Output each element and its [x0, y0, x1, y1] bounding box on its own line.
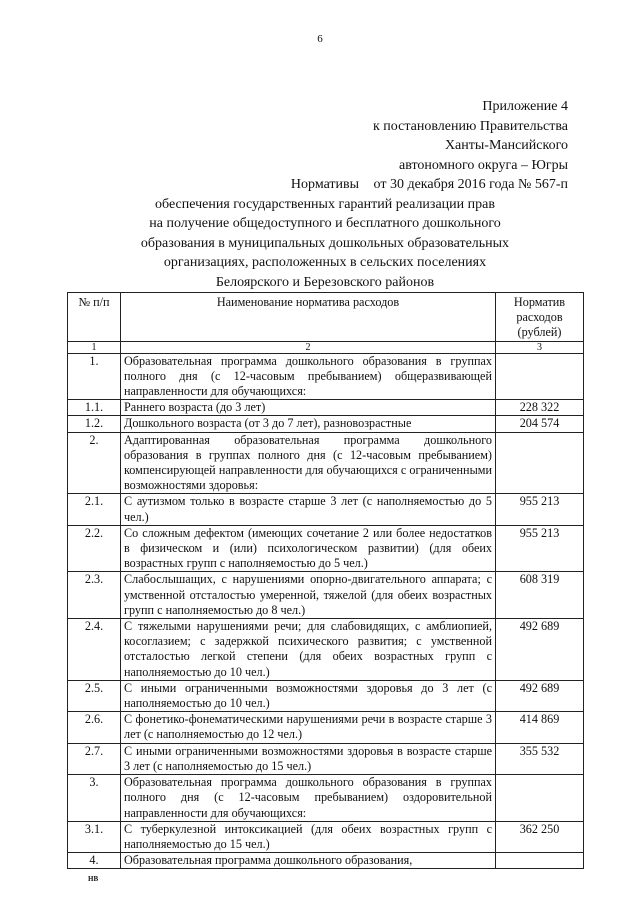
- appendix-line: автономного округа – Югры: [399, 157, 568, 173]
- row-name: С иными ограниченными возможностями здоровья в возрасте старше 3 лет (с наполняемостью до 15 чел.): [121, 743, 496, 774]
- table-header-row: [68, 293, 584, 342]
- row-value: 492 689: [496, 680, 584, 711]
- table-row: [68, 853, 584, 869]
- row-value: 955 213: [496, 494, 584, 525]
- row-number: 4.: [68, 853, 121, 869]
- row-name: Образовательная программа дошкольного образования в группах полного дня (с 12-часовым пребыванием) оздоровительной направленности для обучающихся:: [121, 775, 496, 822]
- row-number: 2.5.: [68, 680, 121, 711]
- table-row: [68, 572, 584, 619]
- row-name: Со сложным дефектом (имеющих сочетание 2 или более недостатков в физическом и (или) психологическом развитии) (для обеих возрастных групп с наполняемостью до 5 чел.): [121, 525, 496, 572]
- row-name: Раннего возраста (до 3 лет): [121, 400, 496, 416]
- row-value: 204 574: [496, 416, 584, 432]
- table-row: [68, 775, 584, 822]
- row-name: Слабослышащих, с нарушениями опорно-двигательного аппарата; с умственной отсталостью умеренной, тяжелой (для обеих возрастных групп с наполняемостью до 8 чел.): [121, 572, 496, 619]
- row-name: Образовательная программа дошкольного образования в группах полного дня (с 12-часовым пребыванием) общеразвивающей направленности для обучающихся:: [121, 353, 496, 400]
- document-title: [100, 175, 550, 292]
- header-value: Норматив расходов (рублей): [496, 293, 584, 342]
- footer-mark: НВ: [88, 875, 99, 883]
- table-row: [68, 432, 584, 494]
- row-name: Дошкольного возраста (от 3 до 7 лет), разновозрастные: [121, 416, 496, 432]
- table-row: [68, 494, 584, 525]
- row-name: С иными ограниченными возможностями здоровья до 3 лет (с наполняемостью до 10 чел.): [121, 680, 496, 711]
- column-number: 3: [496, 341, 584, 353]
- row-value: 608 319: [496, 572, 584, 619]
- column-number: 1: [68, 341, 121, 353]
- appendix-line: Ханты-Мансийского: [444, 138, 568, 153]
- row-name: Адаптированная образовательная программа дошкольного образования в группах полного дня (с 12-часовым пребыванием) компенсирующей направленности для обучающихся с ограниченными возможностями здоровья:: [121, 432, 496, 494]
- row-value: 492 689: [496, 619, 584, 681]
- norms-table: [67, 292, 584, 869]
- column-number: 2: [121, 341, 496, 353]
- row-value: 362 250: [496, 821, 584, 852]
- row-number: 3.: [68, 775, 121, 822]
- row-number: 2.6.: [68, 712, 121, 743]
- row-value: 955 213: [496, 525, 584, 572]
- appendix-line: к постановлению Правительства: [372, 118, 568, 134]
- table-row: [68, 353, 584, 400]
- row-number: 1.1.: [68, 400, 121, 416]
- title-line: организациях, расположенных в сельских поселениях: [163, 255, 487, 270]
- row-number: 1.: [68, 353, 121, 400]
- table-row: [68, 821, 584, 852]
- row-value: [496, 775, 584, 822]
- row-value: [496, 432, 584, 494]
- title-line: обеспечения государственных гарантий реализации прав: [155, 196, 495, 212]
- row-number: 2.2.: [68, 525, 121, 572]
- table-row: [68, 712, 584, 743]
- title-line: на получение общедоступного и бесплатного дошкольного: [149, 216, 501, 231]
- row-number: 1.2.: [68, 416, 121, 432]
- row-value: [496, 853, 584, 869]
- row-number: 2.4.: [68, 619, 121, 681]
- row-value: 414 869: [496, 712, 584, 743]
- title-line: Белоярского и Березовского районов: [215, 274, 435, 290]
- row-name: С туберкулезной интоксикацией (для обеих возрастных групп с наполняемостью до 15 чел.): [121, 821, 496, 852]
- table-row: [68, 400, 584, 416]
- appendix-line: Приложение 4: [482, 99, 568, 114]
- row-number: 2.7.: [68, 743, 121, 774]
- page-number: 6: [317, 33, 323, 45]
- row-value: 355 532: [496, 743, 584, 774]
- table-row: [68, 525, 584, 572]
- header-number: № п/п: [68, 293, 121, 342]
- row-name: Образовательная программа дошкольного образования,: [121, 853, 496, 869]
- row-number: 2.3.: [68, 572, 121, 619]
- row-value: [496, 353, 584, 400]
- title-line: образования в муниципальных дошкольных образовательных: [140, 235, 510, 251]
- row-number: 2.1.: [68, 494, 121, 525]
- header-name: Наименование норматива расходов: [121, 293, 496, 342]
- row-number: 2.: [68, 432, 121, 494]
- title-line: Нормативы: [290, 177, 360, 192]
- row-name: С аутизмом только в возрасте старше 3 лет (с наполняемостью до 5 чел.): [121, 494, 496, 525]
- table-row: [68, 743, 584, 774]
- appendix-line: от 30 декабря 2016 года № 567-п: [373, 177, 568, 192]
- row-value: 228 322: [496, 400, 584, 416]
- table-row: [68, 416, 584, 432]
- row-name: С фонетико-фонематическими нарушениями речи в возрасте старше 3 лет (с наполняемостью до 12 чел.): [121, 712, 496, 743]
- table-row: [68, 680, 584, 711]
- column-number-row: [68, 341, 584, 353]
- row-number: 3.1.: [68, 821, 121, 852]
- table-row: [68, 619, 584, 681]
- row-name: С тяжелыми нарушениями речи; для слабовидящих, с амблиопией, косоглазием; с задержкой психического развития; с умственной отсталостью легкой степени (для обеих возрастных групп с наполняемостью до 10 чел.): [121, 619, 496, 681]
